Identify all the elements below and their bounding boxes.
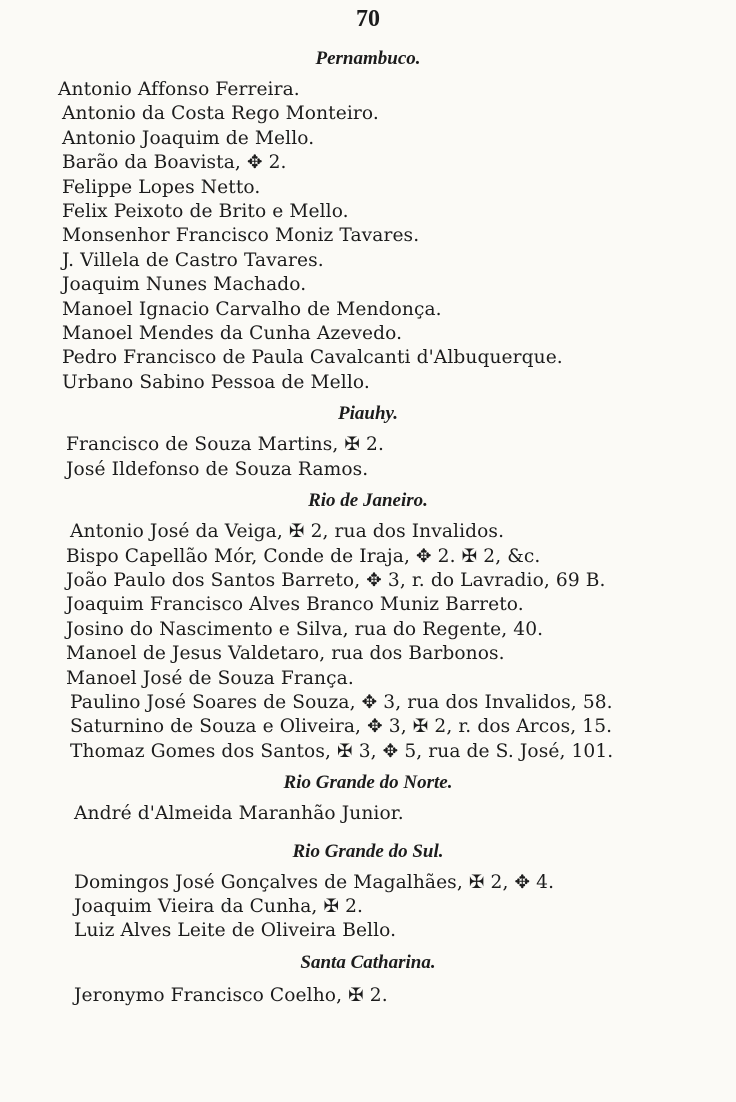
list-item: Barão da Boavista, ✥ 2.: [62, 152, 287, 174]
list-item: Bispo Capellão Mór, Conde de Iraja, ✥ 2. ✠ 2, &c.: [66, 545, 541, 567]
list-item: Manoel de Jesus Valdetaro, rua dos Barbonos.: [66, 643, 505, 665]
list-item: Joaquim Nunes Machado.: [62, 274, 307, 296]
list-item: Domingos José Gonçalves de Magalhães, ✠ 2, ✥ 4.: [74, 871, 555, 893]
list-item: Antonio Affonso Ferreira.: [58, 79, 300, 100]
list-item: Manoel José de Souza França.: [66, 667, 354, 689]
list-item: Monsenhor Francisco Moniz Tavares.: [62, 225, 420, 247]
section-heading: Santa Catharina.: [300, 951, 436, 973]
entry-list: [0, 984, 736, 1008]
section-rio-grande-do-norte: [0, 768, 736, 826]
entry-list: [0, 433, 736, 482]
list-item: Pedro Francisco de Paula Cavalcanti d'Albuquerque.: [62, 347, 563, 369]
list-item: Francisco de Souza Martins, ✠ 2.: [66, 434, 384, 456]
document-body: [0, 44, 736, 1008]
section-heading: Piauhy.: [338, 403, 398, 425]
list-item: João Paulo dos Santos Barreto, ✥ 3, r. do Lavradio, 69 B.: [66, 569, 606, 591]
list-item: Luiz Alves Leite de Oliveira Bello.: [74, 920, 397, 942]
list-item: José Ildefonso de Souza Ramos.: [66, 458, 369, 480]
section-heading: Rio Grande do Norte.: [283, 772, 453, 794]
entry-list: [0, 802, 736, 826]
list-item: Manoel Mendes da Cunha Azevedo.: [62, 323, 403, 345]
section-heading: Rio de Janeiro.: [308, 490, 428, 512]
section-heading: Rio Grande do Sul.: [292, 840, 444, 862]
list-item: André d'Almeida Maranhão Junior.: [74, 803, 404, 825]
list-item: Antonio Joaquim de Mello.: [62, 127, 315, 149]
list-item: Saturnino de Souza e Oliveira, ✥ 3, ✠ 2, r. dos Arcos, 15.: [70, 716, 613, 738]
page-number: 70: [356, 6, 380, 32]
list-item: Antonio da Costa Rego Monteiro.: [62, 103, 379, 125]
section-pernambuco: [0, 44, 736, 395]
entry-list: [0, 78, 736, 395]
section-heading: Pernambuco.: [315, 48, 421, 69]
list-item: Felix Peixoto de Brito e Mello.: [62, 201, 349, 223]
list-item: Felippe Lopes Netto.: [62, 176, 261, 198]
section-santa-catharina: [0, 948, 736, 1008]
list-item: J. Villela de Castro Tavares.: [62, 249, 324, 271]
entry-list: [0, 871, 736, 944]
entry-list: [0, 520, 736, 764]
list-item: Jeronymo Francisco Coelho, ✠ 2.: [74, 984, 388, 1006]
section-rio-de-janeiro: [0, 486, 736, 764]
list-item: Paulino José Soares de Souza, ✥ 3, rua dos Invalidos, 58.: [70, 691, 613, 713]
section-rio-grande-do-sul: [0, 837, 736, 944]
list-item: Josino do Nascimento e Silva, rua do Regente, 40.: [66, 618, 544, 640]
list-item: Thomaz Gomes dos Santos, ✠ 3, ✥ 5, rua de S. José, 101.: [70, 740, 614, 762]
list-item: Urbano Sabino Pessoa de Mello.: [62, 371, 370, 393]
list-item: Antonio José da Veiga, ✠ 2, rua dos Invalidos.: [70, 521, 505, 543]
section-piauhy: [0, 399, 736, 482]
list-item: Joaquim Vieira da Cunha, ✠ 2.: [74, 895, 364, 917]
list-item: Joaquim Francisco Alves Branco Muniz Barreto.: [66, 594, 524, 616]
list-item: Manoel Ignacio Carvalho de Mendonça.: [62, 298, 442, 320]
